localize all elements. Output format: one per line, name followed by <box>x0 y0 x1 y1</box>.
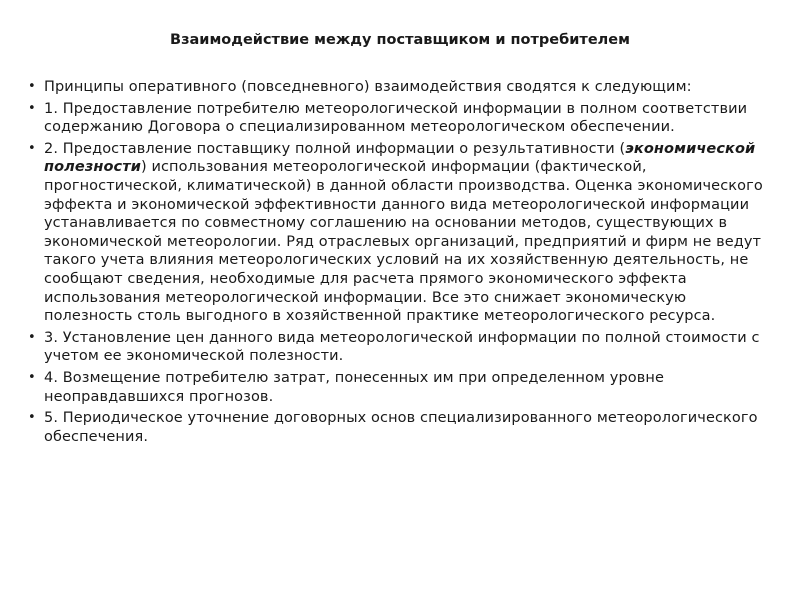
bullet-dot-icon: • <box>28 79 36 94</box>
bullet-dot-icon: • <box>28 140 36 156</box>
bullet-emphasis: экономической полезности <box>44 140 756 176</box>
bullet-dot-icon: • <box>28 369 36 385</box>
bullet-item-3 <box>26 329 766 366</box>
bullet-list <box>26 78 766 449</box>
bullet-text: Принципы оперативного (повседневного) взаимодействия сводятся к следующим: <box>44 79 692 95</box>
bullet-intro <box>26 78 766 97</box>
bullet-dot-icon: • <box>28 410 36 426</box>
bullet-item-2 <box>26 140 766 326</box>
bullet-text: 3. Установление цен данного вида метеорологической информации по полной стоимости с учетом ее экономической полезности. <box>44 329 760 365</box>
bullet-text: 4. Возмещение потребителю затрат, понесенных им при определенном уровне неоправдавшихся прогнозов. <box>44 369 665 405</box>
bullet-item-1 <box>26 100 766 137</box>
bullet-item-5 <box>26 409 766 446</box>
slide-title: Взаимодействие между поставщиком и потребителем <box>170 32 630 48</box>
bullet-dot-icon: • <box>28 100 36 116</box>
bullet-text: 5. Периодическое уточнение договорных основ специализированного метеорологического обеспечения. <box>44 410 758 445</box>
bullet-text: 1. Предоставление потребителю метеорологической информации в полном соответствии содержанию Договора о специализированном метеорологическом обеспечении. <box>44 100 748 136</box>
bullet-item-4 <box>26 369 766 406</box>
bullet-text-after: ) использования метеорологической информации (фактической, прогностической, климатической) в данной области производства. Оценка экономического эффекта и экономической эффективности данного вида метеорологической информации устанавливается по совместному соглашению на основании методов, существующих в экономической метеорологии. Ряд отраслевых организаций, предприятий и фирм не ведут такого учета влияния метеорологических условий на их хозяйственную деятельность, не сообщают сведения, необходимые для расчета прямого экономического эффекта использования метеорологической информации. Все это снижает экономическую полезность столь выгодного в хозяйственной практике метеорологического ресурса. <box>44 159 763 325</box>
bullet-dot-icon: • <box>28 329 36 345</box>
bullet-text-before: 2. Предоставление поставщику полной информации о результативности ( <box>44 140 626 157</box>
